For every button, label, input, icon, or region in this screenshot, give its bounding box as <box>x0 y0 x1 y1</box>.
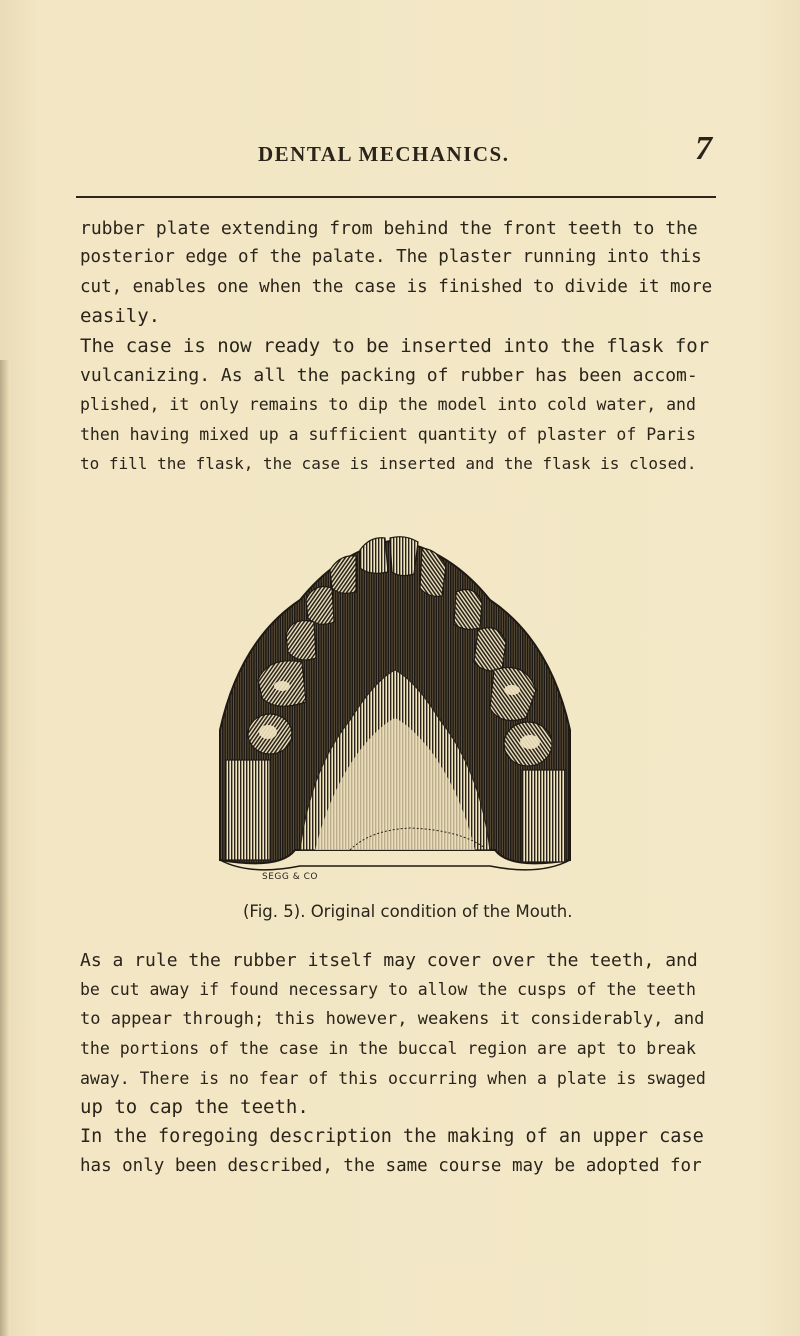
text-line: rubber plate extending from behind the front teeth to the <box>80 218 698 239</box>
text-line: vulcanizing. As all the packing of rubber has been accom- <box>80 365 698 387</box>
figure-caption: (Fig. 5). Original condition of the Mouth. <box>243 902 573 921</box>
header-rule <box>76 196 716 198</box>
text-line: The case is now ready to be inserted into the flask for <box>80 334 710 357</box>
text-line: As a rule the rubber itself may cover over the teeth, and <box>80 950 698 971</box>
text-line: up to cap the teeth. <box>80 1096 309 1119</box>
body-text-bottom <box>80 946 712 1181</box>
text-line: then having mixed up a sufficient quantity of plaster of Paris <box>80 424 696 444</box>
figure-dental-arch <box>210 530 580 888</box>
text-line: away. There is no fear of this occurring when a plate is swaged <box>80 1068 706 1088</box>
text-line: easily. <box>80 305 161 328</box>
engraver-mark: SEGG & CO <box>262 872 318 882</box>
running-title: DENTAL MECHANICS. <box>258 142 510 166</box>
text-line: to fill the flask, the case is inserted and the flask is closed. <box>80 454 697 474</box>
text-line: posterior edge of the palate. The plaster running into this <box>80 247 702 268</box>
text-line: cut, enables one when the case is finished to divide it more <box>80 276 713 297</box>
text-line: In the foregoing description the making of an upper case <box>80 1126 704 1148</box>
text-line: be cut away if found necessary to allow the cusps of the teeth <box>80 980 696 1000</box>
text-line: to appear through; this however, weakens it considerably, and <box>80 1008 705 1029</box>
running-head <box>80 130 712 178</box>
page-number: 7 <box>695 130 712 167</box>
body-text-top <box>80 214 712 479</box>
text-line: plished, it only remains to dip the model into cold water, and <box>80 395 696 415</box>
page-spine-shadow <box>0 360 9 1336</box>
dental-arch-engraving <box>210 530 580 888</box>
text-line: the portions of the case in the buccal region are apt to break <box>80 1039 696 1059</box>
text-line: has only been described, the same course may be adopted for <box>80 1155 702 1176</box>
